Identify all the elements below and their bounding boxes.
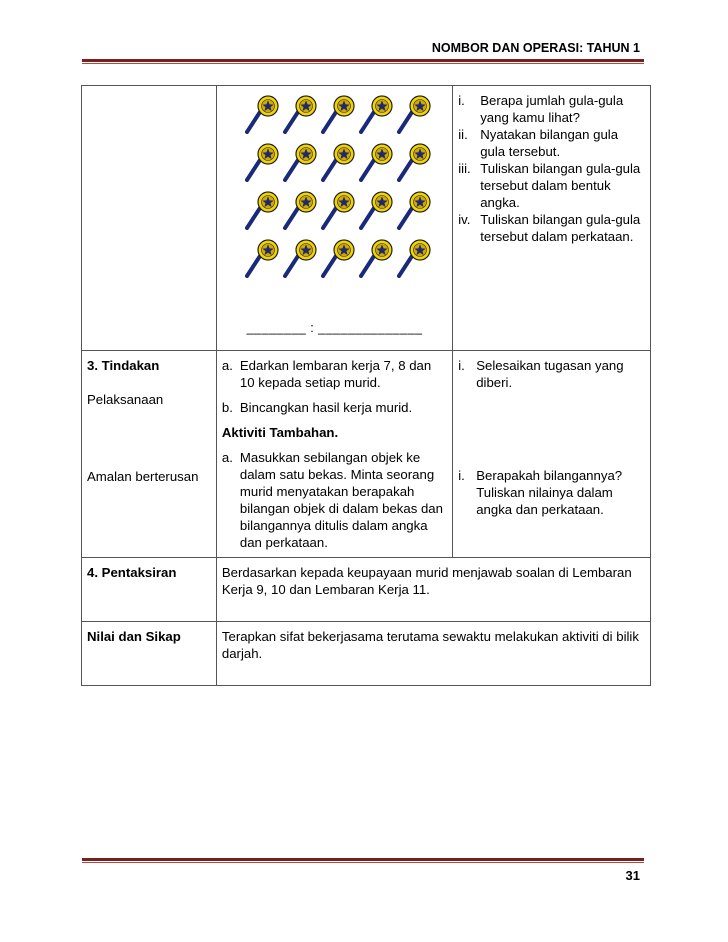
lesson-table — [81, 85, 651, 686]
pupil-task-list — [458, 357, 645, 391]
lollipop-icon — [320, 190, 358, 230]
list-item — [458, 160, 645, 211]
header-rule-thin — [82, 63, 644, 64]
sub-heading-pelaksanaan: Pelaksanaan — [87, 392, 164, 407]
list-item-number: i. — [458, 468, 465, 483]
section-heading: 3. Tindakan — [87, 358, 160, 373]
list-item-text: Nyatakan bilangan gula gula tersebut. — [480, 127, 619, 159]
table-row — [82, 622, 651, 686]
lollipop-icon — [244, 190, 282, 230]
list-item-text: Berapa jumlah gula-gula yang kamu lihat? — [480, 93, 624, 125]
empty-cell — [82, 86, 217, 351]
list-item — [222, 449, 447, 551]
lollipop-icon — [358, 238, 396, 278]
list-item-text: Bincangkan hasil kerja murid. — [239, 400, 413, 415]
teacher-activities-cell — [216, 351, 452, 558]
tindakan-heading-cell — [82, 351, 217, 558]
nilai-heading: Nilai dan Sikap — [82, 622, 217, 686]
list-item — [458, 467, 645, 518]
page-header-title: NOMBOR DAN OPERASI: TAHUN 1 — [431, 41, 640, 55]
list-item-text: Edarkan lembaran kerja 7, 8 dan 10 kepada setiap murid. — [239, 358, 432, 390]
list-item-text: Tuliskan bilangan gula-gula tersebut dalam perkataan. — [480, 212, 641, 244]
pentaksiran-heading: 4. Pentaksiran — [82, 558, 217, 622]
list-item-number: ii. — [458, 127, 468, 142]
lollipop-icon — [320, 142, 358, 182]
lollipop-icon — [396, 142, 434, 182]
lollipop-icon — [320, 94, 358, 134]
questions-cell — [453, 86, 651, 351]
extra-step-list — [222, 449, 447, 551]
lollipop-icon — [320, 238, 358, 278]
list-item-number: a. — [221, 358, 233, 373]
list-item — [458, 357, 645, 391]
lollipop-icon — [244, 94, 282, 134]
lollipop-icon — [358, 190, 396, 230]
list-item-number: b. — [221, 400, 233, 415]
list-item-number: a. — [221, 450, 233, 465]
footer-rule — [82, 858, 644, 861]
list-item — [458, 92, 645, 126]
nilai-text: Terapkan sifat bekerjasama terutama sewaktu melakukan aktiviti di bilik darjah. — [216, 622, 650, 686]
pentaksiran-text: Berdasarkan kepada keupayaan murid menjawab soalan di Lembaran Kerja 9, 10 dan Lembaran Kerja 11. — [216, 558, 650, 622]
lollipop-icon — [282, 238, 320, 278]
pupil-activities-cell — [453, 351, 651, 558]
list-item-text: Berapakah bilangannya? Tuliskan nilainya dalam angka dan perkataan. — [476, 468, 623, 517]
header-rule — [82, 59, 644, 62]
list-item-number: iv. — [458, 212, 471, 227]
question-list — [458, 92, 645, 245]
list-item — [458, 126, 645, 160]
table-row — [82, 86, 651, 351]
lollipop-icon — [358, 94, 396, 134]
lollipop-icon — [358, 142, 396, 182]
teacher-step-list — [222, 357, 447, 416]
lollipop-icon — [396, 190, 434, 230]
list-item-text: Tuliskan bilangan gula-gula tersebut dalam bentuk angka. — [480, 161, 641, 210]
lollipop-icon — [282, 190, 320, 230]
page-number: 31 — [625, 868, 640, 883]
pupil-extra-list — [458, 467, 645, 518]
lollipop-icon — [282, 94, 320, 134]
list-item-number: iii. — [458, 161, 471, 176]
sub-heading-amalan: Amalan berterusan — [87, 469, 199, 484]
answer-blank: ________ : ______________ — [246, 321, 423, 335]
list-item-number: i. — [458, 93, 465, 108]
lollipop-icon — [396, 238, 434, 278]
illustration-cell — [216, 86, 452, 351]
lollipop-icon — [396, 94, 434, 134]
lollipop-icon — [282, 142, 320, 182]
table-row — [82, 558, 651, 622]
footer-rule-thin — [82, 862, 644, 863]
list-item-number: i. — [458, 358, 465, 373]
extra-activity-title: Aktiviti Tambahan. — [221, 425, 339, 440]
list-item-text: Masukkan sebilangan objek ke dalam satu bekas. Minta seorang murid menyatakan berapakah bilangan objek di dalam bekas dan bilangannya ditulis dalam angka dan perkataan. — [239, 450, 443, 550]
lollipop-icon — [244, 142, 282, 182]
lollipop-icon — [244, 238, 282, 278]
lollipop-grid — [222, 94, 447, 304]
list-item — [222, 399, 447, 416]
table-row — [82, 351, 651, 558]
list-item — [458, 211, 645, 245]
list-item-text: Selesaikan tugasan yang diberi. — [476, 358, 624, 390]
list-item — [222, 357, 447, 391]
